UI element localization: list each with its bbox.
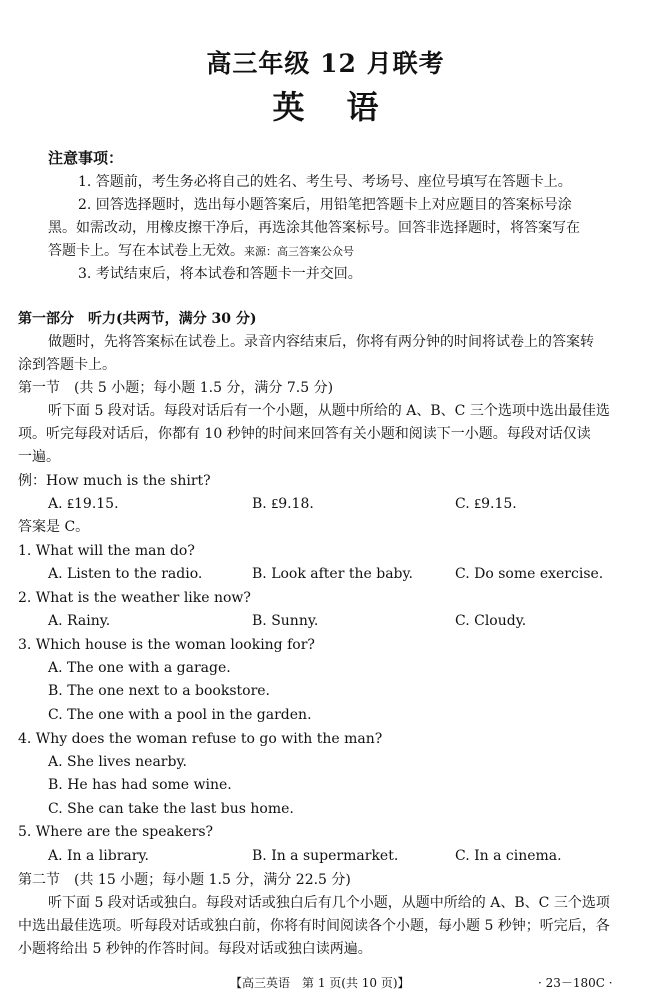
exam-title: 高三年级 12 月联考 [206,49,445,78]
subject-title: 英语 [272,88,421,126]
section2-instr-line-3: 小题将给出 5 秒钟的作答时间。每段对话或独白读两遍。 [18,941,372,957]
q5-option-c: C. In a cinema. [455,848,562,864]
q2-option-c: C. Cloudy. [455,613,527,629]
example-option-b: B. ₤9.18. [252,496,314,512]
q1-option-c: C. Do some exercise. [455,566,604,582]
question-4: 4. Why does the woman refuse to go with the man? [18,731,383,747]
exam-code: · 23－180C · [538,976,613,990]
notes-heading: 注意事项： [48,149,124,167]
q3-option-a: A. The one with a garage. [48,660,231,676]
section1-instr-line-1: 听下面 5 段对话。每段对话后有一个小题，从题中所给的 A、B、C 三个选项中选出最佳选 [48,403,610,419]
q4-option-c: C. She can take the last bus home. [48,801,294,817]
example-question: 例：How much is the shirt? [18,473,211,489]
note-3: 3. 考试结束后，将本试卷和答题卡一并交回。 [78,266,362,282]
section2-heading: 第二节 (共 15 小题；每小题 1.5 分，满分 22.5 分) [18,872,351,888]
q4-option-b: B. He has had some wine. [48,777,232,793]
q3-option-c: C. The one with a pool in the garden. [48,707,312,723]
question-5: 5. Where are the speakers? [18,824,214,840]
section1-instr-line-2: 项。听完每段对话后，你都有 10 秒钟的时间来回答有关小题和阅读下一小题。每段对话仅读 [18,426,591,442]
note-2-line-1: 2. 回答选择题时，选出每小题答案后，用铅笔把答题卡上对应题目的答案标号涂 [78,197,572,213]
example-option-c: C. ₤9.15. [455,496,517,512]
q5-option-b: B. In a supermarket. [252,848,399,864]
section2-instr-line-2: 中选出最佳选项。听每段对话或独白前，你将有时间阅读各个小题，每小题 5 秒钟；听完后，各 [18,918,610,934]
q2-option-b: B. Sunny. [252,613,319,629]
source-note: 来源：高三答案公众号 [244,245,354,258]
note-1: 1. 答题前，考生务必将自己的姓名、考生号、考场号、座位号填写在答题卡上。 [78,174,572,190]
q2-option-a: A. Rainy. [48,613,111,629]
example-answer: 答案是 C。 [18,519,90,535]
question-2: 2. What is the weather like now? [18,590,251,606]
question-1: 1. What will the man do? [18,543,195,559]
note-2-line-3 [48,241,354,262]
q1-option-b: B. Look after the baby. [252,566,414,582]
example-option-a: A. ₤19.15. [48,496,119,512]
question-3: 3. Which house is the woman looking for? [18,637,315,653]
q1-option-a: A. Listen to the radio. [48,566,203,582]
section2-instr-line-1: 听下面 5 段对话或独白。每段对话或独白后有几个小题，从题中所给的 A、B、C 三个选项 [48,895,610,911]
part1-intro-line-1: 做题时，先将答案标在试卷上。录音内容结束后，你将有两分钟的时间将试卷上的答案转 [48,334,594,350]
page-footer: 【高三英语 第 1 页(共 10 页)】 [230,976,410,990]
note-2-line-3-text: 答题卡上。写在本试卷上无效。 [48,243,244,259]
q5-option-a: A. In a library. [48,848,149,864]
note-2-line-2: 黑。如需改动，用橡皮擦干净后，再选涂其他答案标号。回答非选择题时，将答案写在 [48,220,580,236]
q3-option-b: B. The one next to a bookstore. [48,683,271,699]
part1-heading: 第一部分 听力(共两节，满分 30 分) [18,311,257,327]
section1-heading: 第一节 (共 5 小题；每小题 1.5 分，满分 7.5 分) [18,380,334,396]
section1-instr-line-3: 一遍。 [18,449,60,465]
part1-intro-line-2: 涂到答题卡上。 [18,357,116,373]
q4-option-a: A. She lives nearby. [48,754,187,770]
